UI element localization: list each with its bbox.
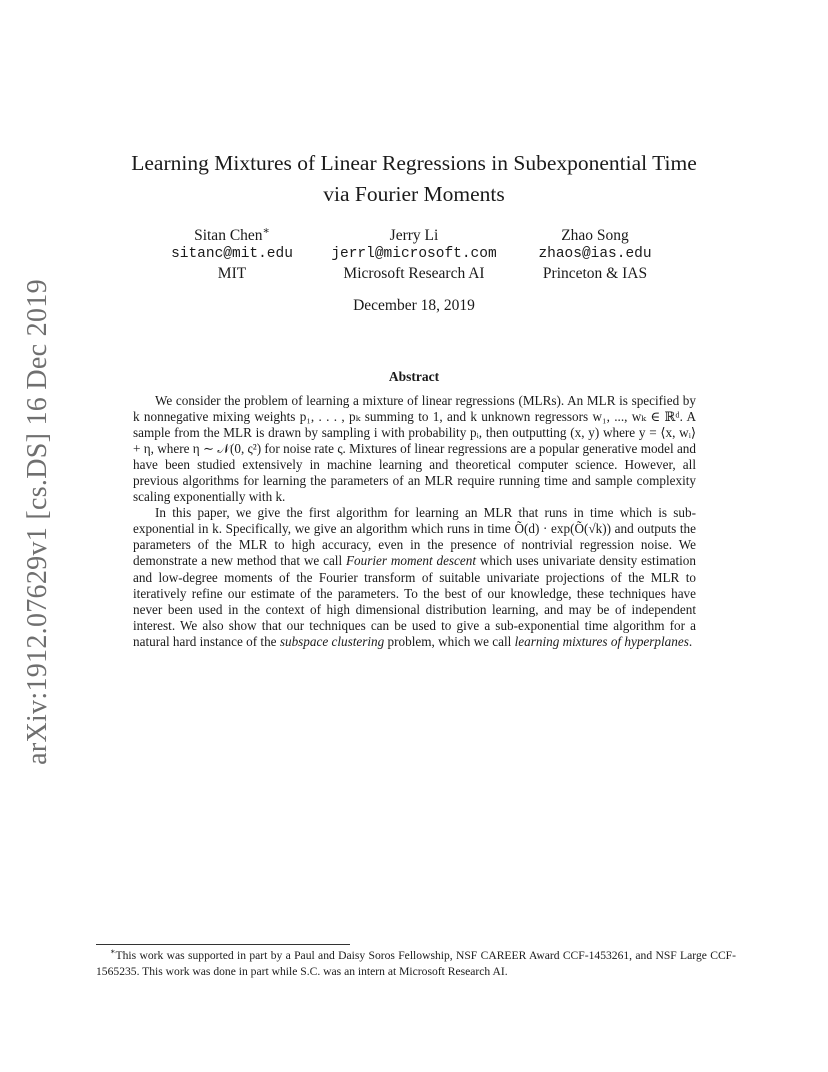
footnote-rule: [96, 944, 350, 945]
author-affiliation: Microsoft Research AI: [343, 265, 485, 282]
arxiv-side-stamp: arXiv:1912.07629v1 [cs.DS] 16 Dec 2019: [22, 279, 53, 765]
author-3: [475, 226, 715, 283]
author-email: jerrl@microsoft.com: [331, 246, 497, 262]
author-email: zhaos@ias.edu: [538, 246, 652, 262]
author-email: sitanc@mit.edu: [171, 246, 293, 262]
abstract-paragraph-2: [133, 505, 696, 649]
paper-date: December 18, 2019: [353, 297, 475, 314]
abstract-body: [133, 393, 696, 650]
abstract-text: In this paper, we give the first algorithm for learning an MLR that runs in time which is sub-exponential in k. Specifically, we give an algorithm which runs in time Õ(d) · exp(Õ(√k)) and outputs the parameters of the MLR to high accuracy, even in the presence of nontrivial regression noise. We demonstrate a new method that we call: [133, 505, 696, 569]
author-name: Sitan Chen: [194, 227, 263, 244]
title-line-2: via Fourier Moments: [323, 182, 505, 206]
title-line-1: Learning Mixtures of Linear Regressions in Subexponential Time: [131, 151, 697, 175]
emphasis-fourier-moment-descent: Fourier moment descent: [346, 553, 477, 569]
abstract-text: which uses univariate density estimation and low-degree moments of the Fourier transform of suitable univariate projections of the MLR to iteratively refine our estimate of the parameters. To the best of our knowledge, these techniques have never been used in the context of high dimensional distribution learning, and may be of independent interest. We also show that our techniques can be used to give a sub-exponential time algorithm for a natural hard instance of the: [133, 553, 696, 649]
paper-title: [60, 148, 768, 210]
abstract-text: problem, which we call: [384, 633, 515, 649]
author-name: Zhao Song: [561, 227, 629, 244]
author-affiliation: MIT: [217, 265, 247, 282]
footnote-marker: ∗: [110, 947, 116, 957]
footnote: [96, 948, 736, 979]
abstract-paragraph-1: We consider the problem of learning a mixture of linear regressions (MLRs). An MLR is specified by k nonnegative mixing weights p₁, . . . , pₖ summing to 1, and k unknown regressors w₁, ..., wₖ ∈ ℝᵈ. A sample from the MLR is drawn by sampling i with probability pᵢ, then outputting (x, y) where y = ⟨x, wᵢ⟩ + η, where η ∼ 𝒩(0, ς²) for noise rate ς. Mixtures of linear regressions are a popular generative model and have been studied extensively in machine learning and theoretical computer science. However, all previous algorithms for learning the parameters of an MLR require running time and sample complexity scaling exponentially with k.: [133, 393, 696, 505]
author-name: Jerry Li: [389, 227, 439, 244]
emphasis-learning-mixtures-of-hyperplanes: learning mixtures of hyperplanes: [514, 633, 689, 649]
footnote-marker: ∗: [262, 224, 270, 237]
abstract-text: .: [688, 633, 693, 649]
author-affiliation: Princeton & IAS: [542, 265, 648, 282]
footnote-paragraph: [96, 948, 736, 979]
footnote-text: This work was supported in part by a Paul and Daisy Soros Fellowship, NSF CAREER Award CCF-1453261, and NSF Large CCF-1565235. This work was done in part while S.C. was an intern at Microsoft Research AI.: [96, 949, 736, 978]
abstract-heading: Abstract: [388, 369, 440, 384]
emphasis-subspace-clustering: subspace clustering: [279, 633, 385, 649]
